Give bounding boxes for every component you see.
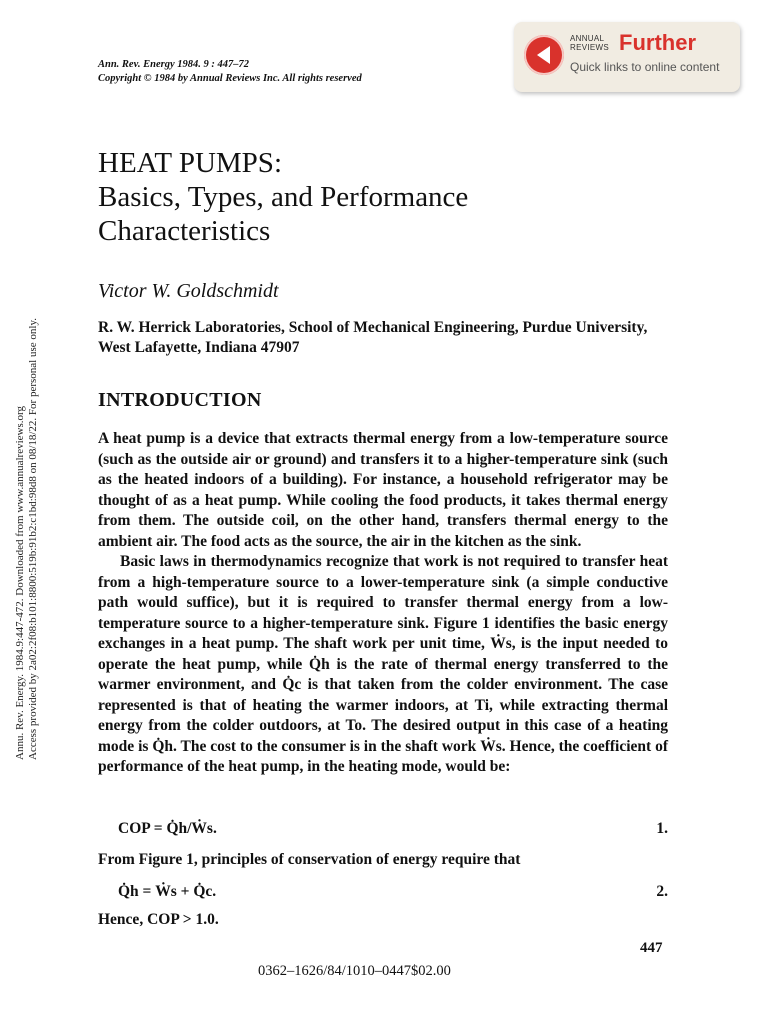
equation-formula: COP = Q̇h/Ẇs. [118,820,217,837]
conservation-sentence: From Figure 1, principles of conservation of energy require that [98,851,521,868]
equation-number: 2. [656,883,668,900]
watermark-line: Annu. Rev. Energy. 1984.9:447-472. Downloaded from www.annualreviews.org [14,406,26,760]
author-name: Victor W. Goldschmidt [98,280,279,302]
paragraph: Basic laws in thermodynamics recognize that work is not required to transfer heat from a high-temperature source to a lower-temperature sink (a simple conductive path would suffice), but it is required to transfer thermal energy from a low-temperature source to a higher-temperature sink. Figure 1 identifies the basic energy exchanges in a heat pump. The shaft work per unit time, Ẇs, is the input needed to operate the heat pump, while Q̇h is the rate of thermal energy transferred to the warmer environment, and Q̇c is that taken from the colder environment. The case represented is that of heating the warmer indoors, at Ti, while extracting thermal energy from the colder outdoors, at To. The desired output in this case of a heating mode is Q̇h. The cost to the consumer is in the shaft work Ẇs. Hence, the coefficient of performance of the heat pump, in the heating mode, would be: [98,553,668,775]
annual-reviews-logo [570,34,609,52]
affiliation: R. W. Herrick Laboratories, School of Mechanical Engineering, Purdue University, West Lafayette, Indiana 47907 [98,319,648,356]
conclusion-sentence: Hence, COP > 1.0. [98,911,219,928]
equation-formula: Q̇h = Ẇs + Q̇c. [118,883,217,900]
article-code: 0362–1626/84/1010–0447$02.00 [258,963,451,979]
quick-links-text: Quick links to online content [570,60,720,74]
page-number: 447 [640,940,663,956]
article-title [98,146,468,248]
annual-reviews-further-badge[interactable] [514,22,740,92]
title-line: HEAT PUMPS: [98,147,282,179]
play-back-icon [524,35,564,75]
paragraph: A heat pump is a device that extracts thermal energy from a low-temperature source (such as the outside air or ground) and transfers it to a higher-temperature sink (such as the heated indoors of a building). For instance, a household refrigerator may be thought of as a heat pump. While cooling the food products, it takes thermal energy from them. The outside coil, on the other hand, transfers thermal energy to the ambient air. The food acts as the source, the air in the kitchen as the sink. [98,430,668,550]
watermark-line: Access provided by 2a02:2f08:b101:8800:519b:91b2:c1bd:98d8 on 08/18/22. For personal use only. [27,318,39,760]
badge-reviews: REVIEWS [570,43,609,52]
body-text [98,429,668,778]
further-label: Further [619,30,696,55]
badge-annual: ANNUAL [570,34,605,43]
title-line: Characteristics [98,215,271,247]
journal-citation [98,58,362,86]
copyright-line: Copyright © 1984 by Annual Reviews Inc. All rights reserved [98,73,362,84]
journal-citation-line: Ann. Rev. Energy 1984. 9 : 447–72 [98,59,249,70]
title-line: Basics, Types, and Performance [98,181,469,213]
equation-number: 1. [656,820,668,837]
section-heading: INTRODUCTION [98,389,262,411]
